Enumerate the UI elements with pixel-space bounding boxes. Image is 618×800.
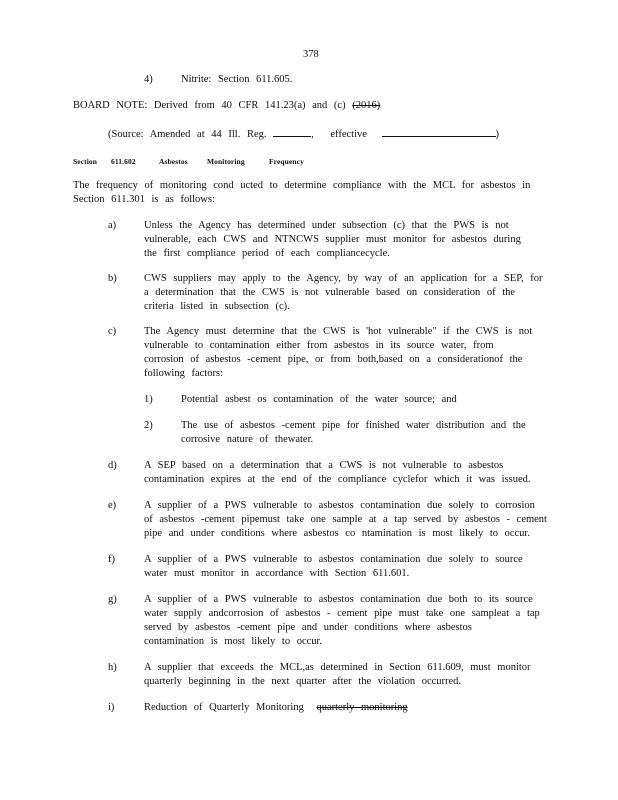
register-page-blank [273,126,311,137]
list-item-line: of asbestos -cement pipemust take one sample at a tap served by asbestos - cement [144,514,547,525]
list-item-line: vulnerable to contamination either from asbestos in its source water, from [144,340,494,351]
list-item-line: a determination that the CWS is not vulnerable based on consideration of the [144,287,516,298]
nitrite-item-number: 4) [144,74,153,85]
board-note-text: BOARD NOTE: Derived from 40 CFR 141.23(a) and (c) [73,100,346,111]
list-item-line: A supplier of a PWS vulnerable to asbestos contamination due solely to corrosion [144,500,535,511]
list-item-number: c) [108,326,117,337]
section-heading-number: 611.602 [111,157,136,166]
list-item-number: a) [108,220,117,231]
section-heading-word-1: Asbestos [159,157,188,166]
list-item-line: water must monitor in accordance with Section 611.601. [144,568,410,579]
list-item-number: h) [108,662,117,673]
page-number: 378 [303,49,319,60]
list-item-line: the first compliance period of each compliancecycle. [144,248,390,259]
list-item-line: A supplier of a PWS vulnerable to asbestos contamination due both to its source [144,594,533,605]
list-item-line: contamination expires at the end of the compliance cyclefor which it was issued. [144,474,531,485]
list-item-number: g) [108,594,117,605]
list-item-line: The Agency must determine that the CWS is 'hot vulnerable" if the CWS is not [144,326,533,337]
list-item-line: CWS suppliers may apply to the Agency, by way of an application for a SEP, for [144,273,543,284]
source-note [108,126,499,142]
sub-list-item-line: Potential asbest os contamination of the water source; and [181,394,457,405]
list-item-number: f) [108,554,115,565]
intro-line-1: The frequency of monitoring cond ucted to determine compliance with the MCL for asbestos in [73,180,531,191]
list-item-line: water supply andcorrosion of asbestos - cement pipe must take one sampleat a tap [144,608,540,619]
effective-date-blank [382,126,496,137]
sub-list-item-line: The use of asbestos -cement pipe for finished water distribution and the [181,420,526,431]
list-item-line: corrosion of asbestos -cement pipe, or from both,based on a considerationof the [144,354,523,365]
section-heading-label: Section [73,157,98,166]
list-item-number: d) [108,460,117,471]
source-note-effective: effective [330,129,367,140]
board-note-struck-text: (2016) [352,100,381,111]
sub-list-item-line: corrosive nature of thewater. [181,434,314,445]
sub-list-item-number: 2) [144,420,153,431]
list-item-line: vulnerable, each CWS and NTNCWS supplier must monitor for asbestos during [144,234,521,245]
list-item-line: A supplier of a PWS vulnerable to asbestos contamination due solely to source [144,554,523,565]
list-item-line: A supplier that exceeds the MCL,as determined in Section 611.609, must monitor [144,662,531,673]
source-note-open: (Source: Amended at 44 Ill. Reg. [108,129,267,140]
sub-list-item-number: 1) [144,394,153,405]
source-note-comma: , [311,129,314,140]
list-item-number: i) [108,702,115,713]
nitrite-item-text: Nitrite: Section 611.605. [181,74,293,85]
section-heading-word-3: Frequency [269,157,304,166]
section-heading-word-2: Monitoring [207,157,245,166]
source-note-close: ) [495,129,500,140]
list-item-line: contamination is most likely to occur. [144,636,323,647]
list-item-line: served by asbestos -cement pipe and under conditions where asbestos [144,622,472,633]
list-item-text: Reduction of Quarterly Monitoring [144,702,304,713]
list-item-line [144,701,408,715]
list-item-line: Unless the Agency has determined under subsection (c) that the PWS is not [144,220,509,231]
list-item-line: following factors: [144,368,223,379]
list-item-number: e) [108,500,117,511]
list-item-line: pipe and under conditions where asbestos co ntamination is most likely to occur. [144,528,530,539]
list-item-number: b) [108,273,117,284]
intro-line-2: Section 611.301 is as follows: [73,194,215,205]
board-note [73,99,380,113]
list-item-line: A SEP based on a determination that a CWS is not vulnerable to asbestos [144,460,504,471]
list-item-line: criteria listed in subsection (c). [144,301,290,312]
list-item-line: quarterly beginning in the next quarter after the violation occurred. [144,676,462,687]
list-item-struck-text: quarterly monitoring [316,702,408,713]
